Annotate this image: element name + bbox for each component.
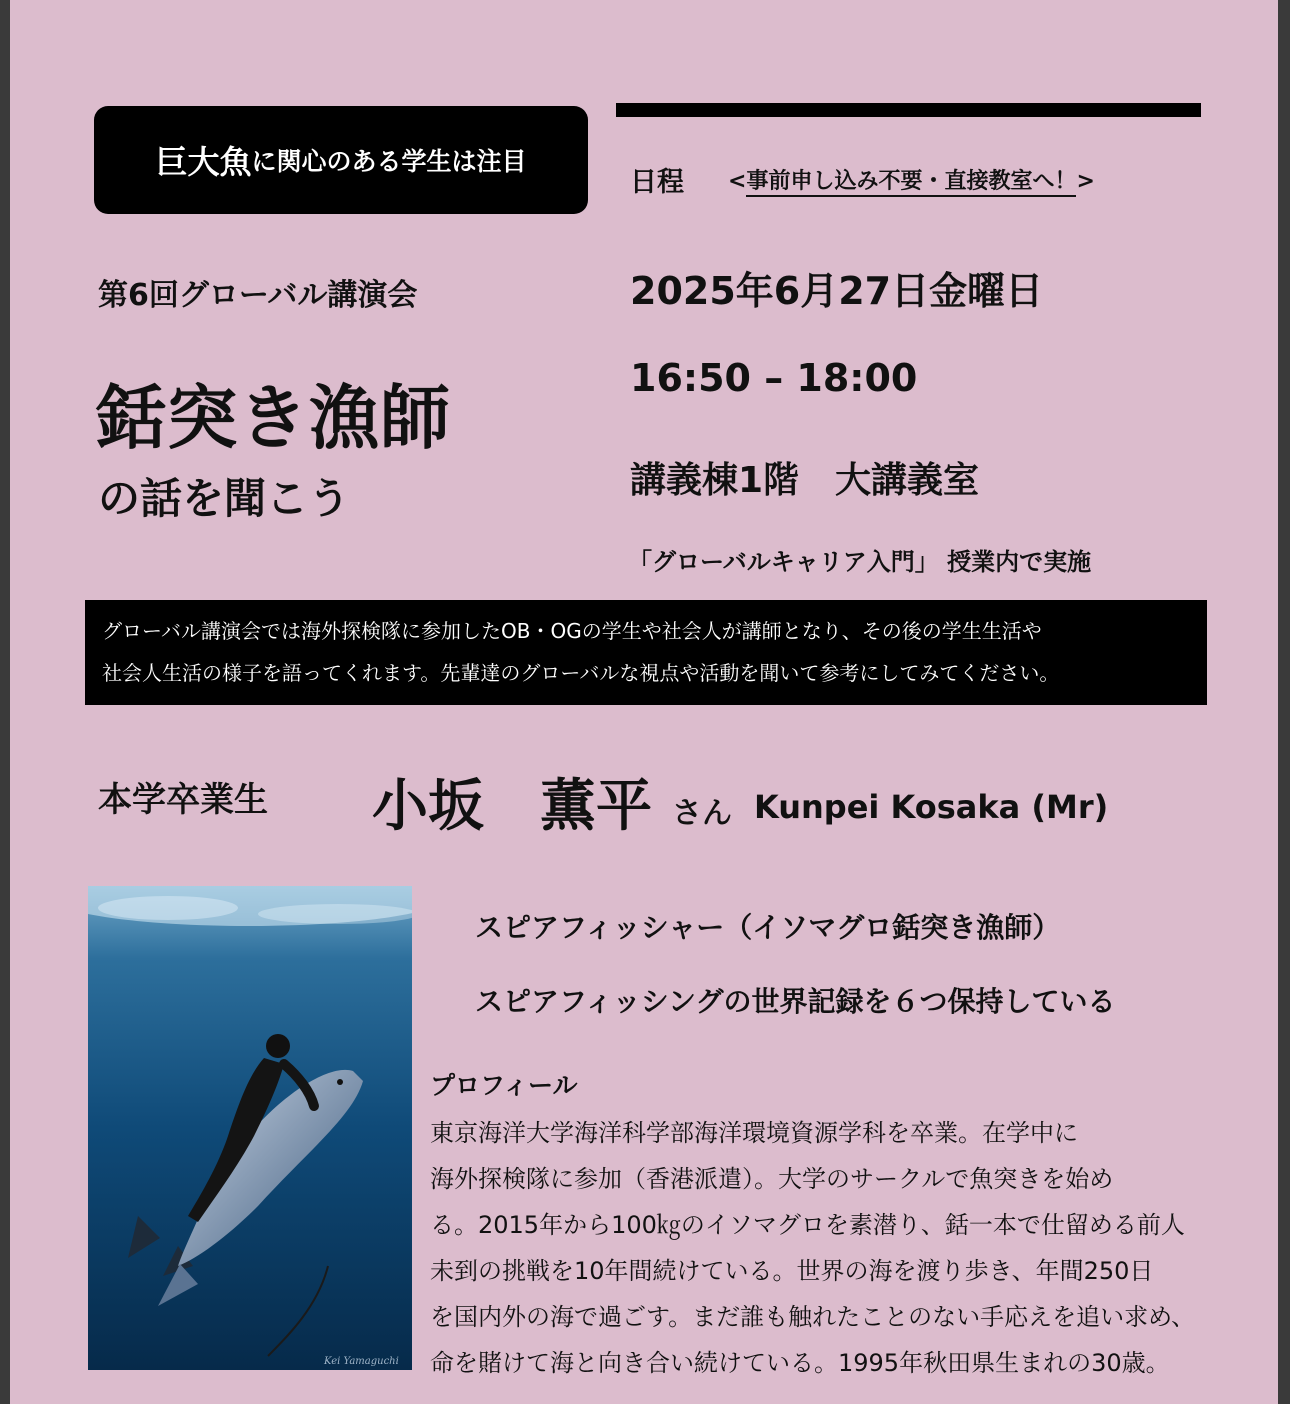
speaker-name-en: Kunpei Kosaka (Mr): [754, 788, 1109, 826]
event-title-suffix: の話を聞こう: [98, 474, 351, 523]
profile-line: 命を賭けて海と向き合い続けている。1995年秋田県生まれの30歳。: [430, 1349, 1170, 1377]
profile-line: を国内外の海で過ごす。まだ誰も触れたことのない手応えを追い求め、: [430, 1303, 1196, 1331]
svg-text:Kei Yamaguchi: Kei Yamaguchi: [324, 1356, 399, 1367]
profile-line: 東京海洋大学海洋科学部海洋環境資源学科を卒業。在学中に: [430, 1119, 1078, 1147]
event-place: 講義棟1階 大講義室: [630, 460, 980, 501]
event-time: 16:50 – 18:00: [630, 356, 918, 400]
note-close: >: [1076, 169, 1095, 194]
profile-line: る。2015年から100㎏のイソマグロを素潜り、銛一本で仕留める前人: [430, 1211, 1185, 1239]
event-course: 「グローバルキャリア入門」 授業内で実施: [628, 548, 1092, 576]
speaker-record: スピアフィッシングの世界記録を６つ保持している: [475, 985, 1116, 1018]
speaker-affiliation: 本学卒業生: [98, 780, 268, 820]
speaker-name: 小坂 薫平: [372, 774, 652, 839]
intro-line-2: 社会人生活の様子を語ってくれます。先輩達のグローバルな視点や活動を聞いて参考にしてみてください。: [102, 661, 1060, 685]
event-title: 銛突き漁師: [96, 377, 451, 459]
intro-line-1: グローバル講演会では海外探検隊に参加したOB・OGの学生や社会人が講師となり、その後の学生生活や: [102, 619, 1042, 643]
intro-box: [85, 600, 1207, 705]
attention-badge: [94, 106, 588, 214]
note-text: 事前申し込み不要・直接教室へ！: [746, 169, 1076, 197]
profile-line: 未到の挑戦を10年間続けている。世界の海を渡り歩き、年間250日: [430, 1257, 1154, 1285]
schedule-label: 日程: [630, 167, 684, 198]
diver-with-tuna-photo: [88, 886, 412, 1370]
top-divider-bar: [616, 103, 1201, 117]
schedule-note: [728, 164, 1095, 195]
badge-big-text: 巨大魚: [155, 143, 252, 181]
note-open: <: [728, 169, 747, 194]
speaker-role: スピアフィッシャー（イソマグロ銛突き漁師）: [475, 911, 1061, 944]
event-subtitle: 第6回グローバル講演会: [98, 278, 418, 313]
profile-heading: プロフィール: [430, 1071, 578, 1100]
speaker-honorific: さん: [672, 796, 732, 831]
profile-body: [430, 1110, 1210, 1386]
badge-small-text: に関心のある学生は注目: [251, 147, 527, 176]
event-date: 2025年6月27日金曜日: [630, 269, 1044, 313]
flyer-page: [10, 0, 1278, 1404]
profile-line: 海外探検隊に参加（香港派遣）。大学のサークルで魚突きを始め: [430, 1165, 1114, 1193]
